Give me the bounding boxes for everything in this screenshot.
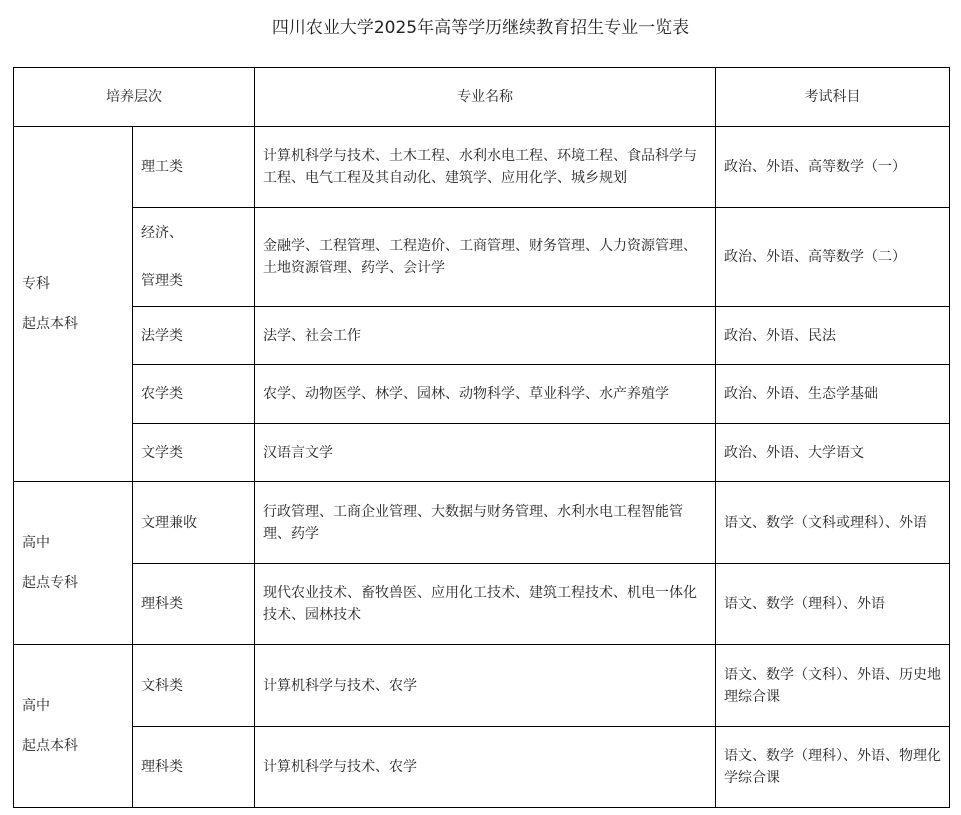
subjects-cell: 政治、外语、生态学基础 [716,365,950,424]
table-row [14,727,950,808]
majors-cell: 计算机科学与技术、农学 [255,727,716,808]
page-title: 四川农业大学2025年高等学历继续教育招生专业一览表 [271,18,690,38]
table-row [14,424,950,482]
majors-table [13,67,950,808]
majors-cell: 农学、动物医学、林学、园林、动物科学、草业科学、水产养殖学 [255,365,716,424]
category-cell: 文科类 [133,645,255,727]
majors-cell: 现代农业技术、畜牧兽医、应用化工技术、建筑工程技术、机电一体化技术、园林技术 [255,564,716,645]
subjects-cell: 政治、外语、民法 [716,307,950,365]
category-cell [133,208,255,307]
table-row [14,645,950,727]
majors-cell: 行政管理、工商企业管理、大数据与财务管理、水利水电工程智能管理、药学 [255,482,716,564]
level-line: 起点专科 [22,575,78,591]
subjects-cell: 语文、数学（理科）、外语、物理化学综合课 [716,727,950,808]
header-subjects: 考试科目 [716,68,950,127]
level-cell [14,482,133,645]
category-cell: 理科类 [133,727,255,808]
table-row [14,307,950,365]
subjects-cell: 语文、数学（文科）、外语、历史地理综合课 [716,645,950,727]
category-cell: 文理兼收 [133,482,255,564]
table-header-row [14,68,950,127]
header-majors: 专业名称 [255,68,716,127]
majors-cell: 金融学、工程管理、工程造价、工商管理、财务管理、人力资源管理、土地资源管理、药学、会计学 [255,208,716,307]
majors-cell: 计算机科学与技术、土木工程、水利水电工程、环境工程、食品科学与工程、电气工程及其自动化、建筑学、应用化学、城乡规划 [255,127,716,208]
category-cell: 理科类 [133,564,255,645]
level-line: 专科 [22,276,50,292]
category-cell: 文学类 [133,424,255,482]
category-line: 管理类 [141,273,183,289]
level-cell [14,127,133,482]
table-row [14,127,950,208]
level-line: 起点本科 [22,738,78,754]
table-row [14,564,950,645]
category-cell: 农学类 [133,365,255,424]
level-line: 起点本科 [22,316,78,332]
table-row [14,208,950,307]
level-cell [14,645,133,808]
subjects-cell: 政治、外语、大学语文 [716,424,950,482]
subjects-cell: 政治、外语、高等数学（一） [716,127,950,208]
table-row [14,365,950,424]
level-line: 高中 [22,698,50,714]
majors-cell: 计算机科学与技术、农学 [255,645,716,727]
subjects-cell: 语文、数学（理科）、外语 [716,564,950,645]
level-line: 高中 [22,535,50,551]
category-line: 经济、 [141,225,183,241]
majors-cell: 汉语言文学 [255,424,716,482]
subjects-cell: 政治、外语、高等数学（二） [716,208,950,307]
category-cell: 理工类 [133,127,255,208]
table-row [14,482,950,564]
header-level: 培养层次 [14,68,255,127]
category-cell: 法学类 [133,307,255,365]
majors-cell: 法学、社会工作 [255,307,716,365]
subjects-cell: 语文、数学（文科或理科）、外语 [716,482,950,564]
